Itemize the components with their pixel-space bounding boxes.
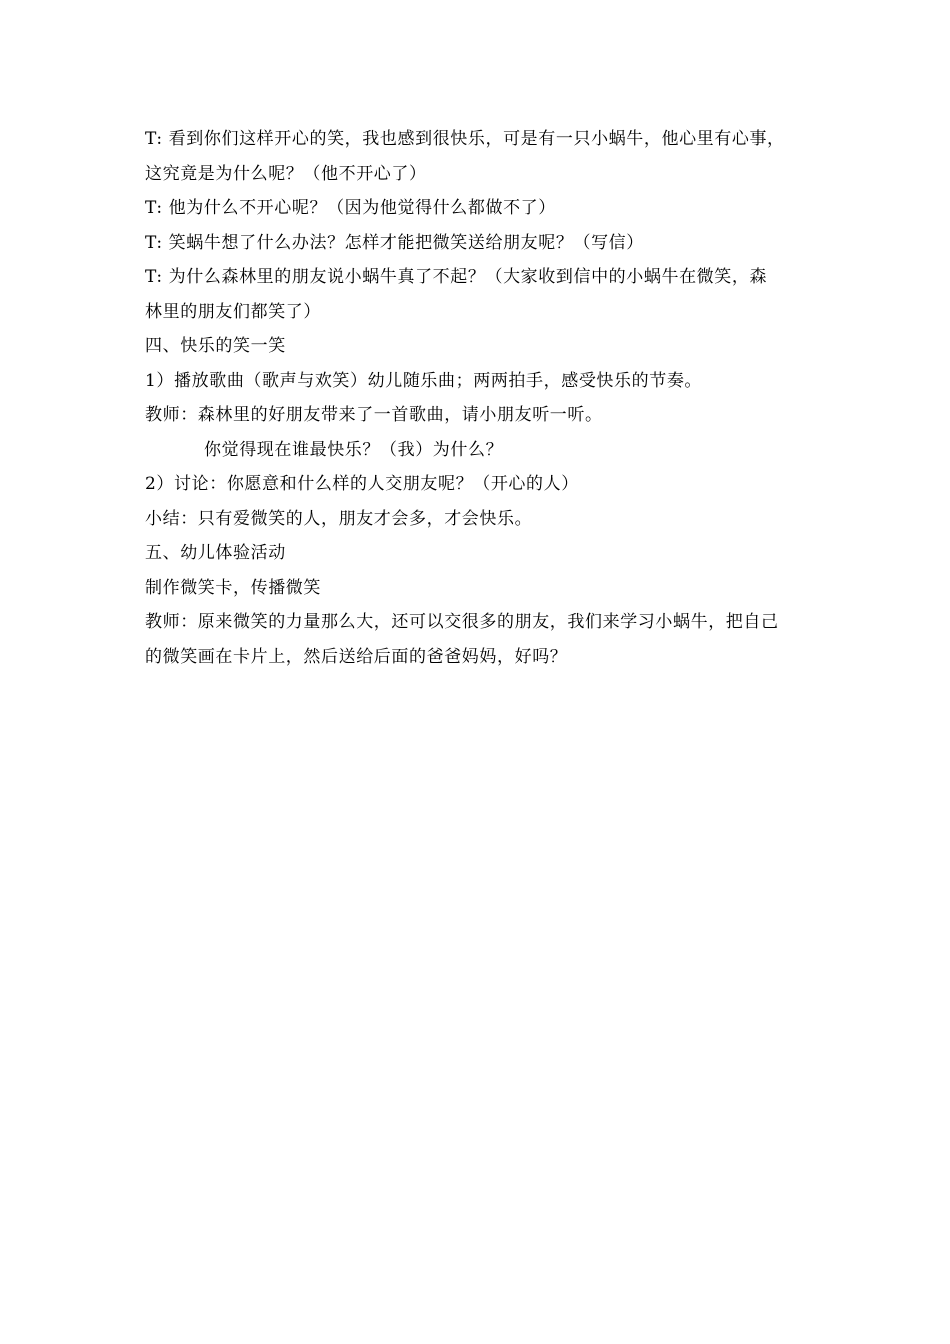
- teacher-line-1-question: 你觉得现在谁最快乐？（我）为什么？: [204, 439, 504, 460]
- teacher-line-2-cont: 的微笑画在卡片上，然后送给后面的爸爸妈妈，好吗？: [145, 646, 568, 667]
- dialogue-line-teacher-4-cont: 林里的朋友们都笑了）: [145, 301, 321, 322]
- dialogue-line-teacher-1: T: 看到你们这样开心的笑，我也感到很快乐，可是有一只小蜗牛，他心里有心事，: [145, 129, 785, 149]
- activity-title: 制作微笑卡，传播微笑: [145, 577, 321, 598]
- section-heading-4: 四、快乐的笑一笑: [145, 336, 286, 356]
- teacher-line-2: 教师：原来微笑的力量那么大，还可以交很多的朋友，我们来学习小蜗牛，把自己: [145, 612, 779, 632]
- section-heading-5: 五、幼儿体验活动: [145, 543, 286, 563]
- dialogue-line-teacher-3: T: 笑蜗牛想了什么办法？怎样才能把微笑送给朋友呢？（写信）: [145, 232, 644, 253]
- document-body: [145, 122, 813, 674]
- dialogue-line-teacher-1-cont: 这究竟是为什么呢？（他不开心了）: [145, 163, 427, 184]
- dialogue-line-teacher-4: T: 为什么森林里的朋友说小蜗牛真了不起？（大家收到信中的小蜗牛在微笑，森: [145, 267, 768, 287]
- summary-line: 小结：只有爱微笑的人，朋友才会多，才会快乐。: [145, 508, 533, 529]
- dialogue-line-teacher-2: T: 他为什么不开心呢？（因为他觉得什么都做不了）: [145, 198, 556, 218]
- step-item-1: 1）播放歌曲（歌声与欢笑）幼儿随乐曲；两两拍手，感受快乐的节奏。: [145, 370, 703, 391]
- teacher-line-1: 教师：森林里的好朋友带来了一首歌曲，请小朋友听一听。: [145, 405, 603, 425]
- step-item-2: 2）讨论：你愿意和什么样的人交朋友呢？（开心的人）: [145, 474, 579, 494]
